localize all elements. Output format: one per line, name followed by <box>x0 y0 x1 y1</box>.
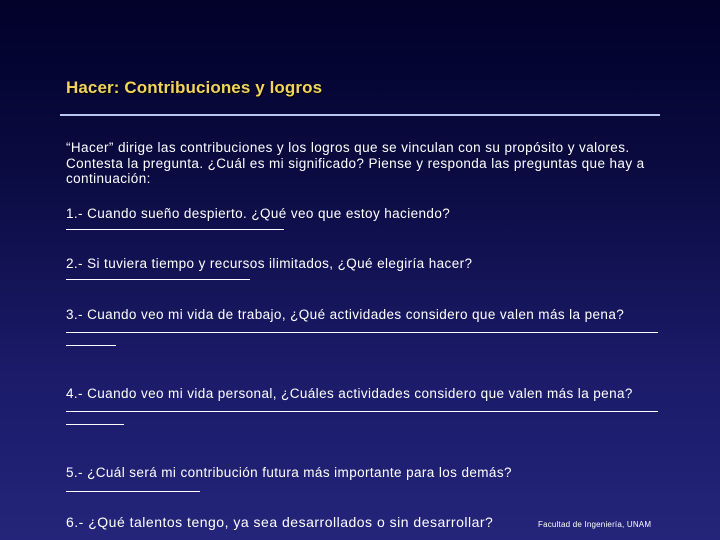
question-3-answer-line <box>66 332 658 333</box>
question-4 <box>66 386 666 425</box>
question-2-text: 2.- Si tuviera tiempo y recursos ilimitados, ¿Qué elegiría hacer? <box>66 256 473 271</box>
intro-paragraph: “Hacer” dirige las contribuciones y los logros que se vinculan con su propósito y valores. Contesta la pregunta. ¿Cuál es mi significado? Piense y responda las preguntas que hay a continuación: <box>66 140 645 186</box>
question-2-answer-line <box>66 279 250 280</box>
title-divider <box>60 114 660 116</box>
question-3 <box>66 307 666 346</box>
question-2 <box>66 256 666 280</box>
question-1-text: 1.- Cuando sueño despierto. ¿Qué veo que estoy haciendo? <box>66 206 451 221</box>
question-5-answer-line <box>66 491 200 492</box>
question-1 <box>66 206 666 230</box>
question-4-text: 4.- Cuando veo mi vida personal, ¿Cuáles actividades considero que valen más la pena? <box>66 386 633 401</box>
question-4-answer-line-2 <box>66 424 124 425</box>
question-4-answer-line <box>66 411 658 412</box>
question-5 <box>66 465 666 492</box>
question-1-answer-line <box>66 229 284 230</box>
question-3-answer-line-2 <box>66 345 116 346</box>
question-6-text: 6.- ¿Qué talentos tengo, ya sea desarrollados o sin desarrollar? <box>66 514 494 530</box>
question-3-text: 3.- Cuando veo mi vida de trabajo, ¿Qué actividades considero que valen más la pena? <box>66 307 625 322</box>
slide-title: Hacer: Contribuciones y logros <box>66 78 323 97</box>
question-5-text: 5.- ¿Cuál será mi contribución futura más importante para los demás? <box>66 465 512 480</box>
footer-credit: Facultad de Ingeniería, UNAM <box>538 520 652 529</box>
